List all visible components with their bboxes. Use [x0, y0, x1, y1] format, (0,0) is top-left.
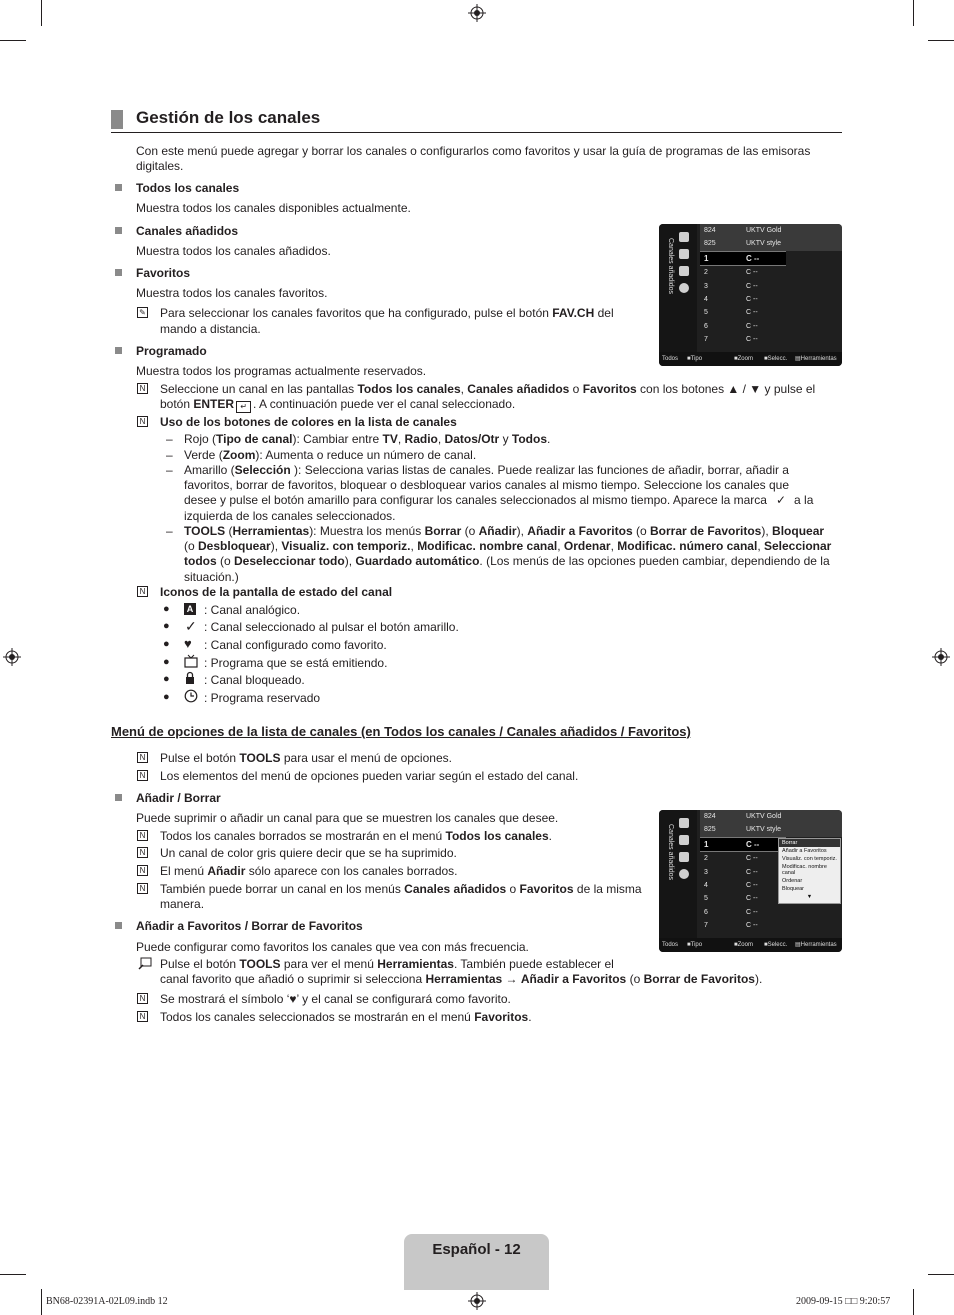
plus-icon — [679, 835, 689, 845]
screen-row: 4 C -- — [704, 295, 758, 303]
registration-mark-icon — [3, 648, 21, 666]
note-icon: N — [137, 586, 148, 597]
tv-icon — [184, 654, 198, 668]
heart-icon — [679, 852, 689, 862]
intro-text: Con este menú puede agregar y borrar los canales o configurarlos como favoritos y usar la guía de programas de las emisoras digitales. — [136, 144, 811, 173]
add-note-2: Un canal de color gris quiere decir que se ha suprimido. — [160, 846, 457, 860]
note-icon: N — [137, 883, 148, 894]
plus-icon — [679, 249, 689, 259]
title-bar — [111, 108, 842, 133]
icons-heading: Iconos de la pantalla de estado del canal — [160, 585, 393, 599]
section-text-todos: Muestra todos los canales disponibles actualmente. — [136, 201, 411, 215]
icon-desc-locked: : Canal bloqueado. — [204, 673, 305, 687]
tools-menu-item: Modificac. nombre canal — [782, 864, 827, 876]
tools-text-line4: situación.) — [184, 570, 239, 584]
dot-bullet: ● — [163, 673, 170, 685]
note-icon: N — [137, 752, 148, 763]
red-button-text: Rojo (Tipo de canal): Cambiar entre TV, Radio, Datos/Otr y Todos. — [184, 432, 551, 446]
screen-row: 5 C -- — [704, 309, 758, 317]
tools-menu-item: Ordenar — [782, 878, 803, 884]
square-bullet-icon — [115, 347, 122, 354]
favorites-tools-note-line2: canal favorito que añadió o suprimir si selecciona Herramientas → Añadir a Favoritos (o Borrar de Favoritos). — [160, 972, 763, 986]
add-delete-text: Puede suprimir o añadir un canal para que se muestren los canales que desee. — [136, 811, 559, 825]
screen-row: 3 C -- — [704, 868, 758, 876]
clock-icon — [679, 869, 689, 879]
options-note-2: Los elementos del menú de opciones pueden variar según el estado del canal. — [160, 769, 579, 783]
screen-row: 3 C -- — [704, 282, 758, 290]
square-bullet-icon — [115, 184, 122, 191]
square-bullet-icon — [115, 922, 122, 929]
screen-row: 824 UKTV Gold — [700, 224, 842, 237]
registration-mark-icon — [468, 4, 486, 22]
remote-note-icon: ✎ — [137, 307, 148, 318]
antenna-icon — [679, 232, 689, 242]
icon-desc-reserved: : Programa reservado — [204, 691, 321, 705]
checkmark-icon: ✓ — [775, 493, 787, 507]
colors-heading: Uso de los botones de colores en la lista de canales — [160, 415, 457, 429]
tools-text-line3: todos (o Deseleccionar todo), Guardado automático. (Los menús de las opciones pueden cambiar, dependiendo de la — [184, 554, 830, 568]
square-bullet-icon — [115, 269, 122, 276]
heart-icon: ♥ — [184, 636, 192, 651]
screen-sidebar — [659, 224, 697, 352]
yellow-button-text-line2: favoritos, borrar de favoritos, bloquear o desbloquear varios canales al mismo tiempo. Seleccione los canales que — [184, 478, 789, 492]
screen-row-highlighted: 1 C -- — [700, 251, 786, 266]
section-heading-anadidos: Canales añadidos — [136, 224, 239, 238]
screen-row: 6 C -- — [704, 908, 758, 916]
screen-side-label: Canales añadidos — [667, 824, 674, 881]
yellow-button-text: Amarillo (Selección ): Selecciona varias listas de canales. Puede realizar las funciones de añadir, borrar, añadir a — [184, 463, 789, 477]
crop-mark — [913, 0, 914, 26]
dot-bullet: ● — [163, 691, 170, 703]
heart-icon: ♥ — [289, 992, 297, 1006]
note-icon: N — [137, 830, 148, 841]
favorites-tools-note: Pulse el botón TOOLS para ver el menú Herramientas. También puede establecer el — [160, 957, 614, 971]
yellow-button-text-line3: desee y pulse el botón amarillo para configurar los canales seleccionados al mismo tiempo. Aparece la marca ✓ a la — [184, 493, 814, 507]
dash-bullet: – — [166, 463, 173, 477]
green-button-text: Verde (Zoom): Aumenta o reduce un número de canal. — [184, 448, 477, 462]
dash-bullet: – — [166, 432, 173, 446]
screen-sidebar — [659, 810, 697, 938]
crop-mark — [0, 40, 26, 41]
section-text-anadidos: Muestra todos los canales añadidos. — [136, 244, 331, 258]
channel-list-screen — [659, 224, 842, 366]
icon-desc-analog: : Canal analógico. — [204, 603, 301, 617]
note-icon: N — [137, 383, 148, 394]
favorites-heading: Añadir a Favoritos / Borrar de Favoritos — [136, 919, 363, 933]
chevron-down-icon: ▼ — [806, 894, 813, 900]
note-icon: N — [137, 865, 148, 876]
screen-row: 4 C -- — [704, 881, 758, 889]
clock-icon — [184, 689, 198, 703]
screen-footer: Todos ■ Tipo ■ Zoom ■ Selecc. ▤ Herramientas — [659, 938, 842, 952]
add-note-3: El menú Añadir sólo aparece con los canales borrados. — [160, 864, 458, 878]
add-note-4: También puede borrar un canal en los menús Canales añadidos o Favoritos de la misma — [160, 882, 642, 896]
tools-menu-item: Bloquear — [782, 886, 805, 892]
section-heading-programado: Programado — [136, 344, 207, 358]
antenna-icon — [679, 818, 689, 828]
screen-row: 5 C -- — [704, 895, 758, 903]
page-title: Gestión de los canales — [136, 108, 321, 127]
favoritos-note: Para seleccionar los canales favoritos que ha configurado, pulse el botón FAV.CH del — [160, 306, 614, 320]
icon-desc-airing: : Programa que se está emitiendo. — [204, 656, 388, 670]
note-icon: N — [137, 770, 148, 781]
registration-mark-icon — [932, 648, 950, 666]
select-note: Seleccione un canal en las pantallas Todos los canales, Canales añadidos o Favoritos con los botones ▲ / ▼ y pulse el — [160, 382, 816, 396]
enter-icon: ↵ — [236, 401, 251, 413]
note-icon: N — [137, 1011, 148, 1022]
options-note-1: Pulse el botón TOOLS para usar el menú de opciones. — [160, 751, 452, 765]
add-delete-heading: Añadir / Borrar — [136, 791, 221, 805]
icon-desc-favorite: : Canal configurado como favorito. — [204, 638, 387, 652]
dash-bullet: – — [166, 448, 173, 462]
title-tab-marker — [111, 110, 123, 129]
tools-menu-item: Visualiz. con temporiz. — [782, 856, 837, 862]
options-heading: Menú de opciones de la lista de canales (en Todos los canales / Canales añadidos / Favoritos) — [111, 724, 691, 739]
screen-row: 825 UKTV style — [700, 237, 842, 250]
crop-mark — [928, 1274, 954, 1275]
channel-list-screen-tools — [659, 810, 842, 952]
screen-row: 824 UKTV Gold — [700, 810, 842, 823]
lock-icon — [184, 671, 196, 685]
tools-menu-item: Borrar — [779, 839, 840, 847]
tools-menu-item: Añadir a Favoritos — [782, 848, 827, 854]
note-icon: N — [137, 847, 148, 858]
dot-bullet: ● — [163, 656, 170, 668]
heart-icon — [679, 266, 689, 276]
dot-bullet: ● — [163, 603, 170, 615]
screen-row: 7 C -- — [704, 922, 758, 930]
tools-icon — [138, 957, 152, 970]
clock-icon — [679, 283, 689, 293]
yellow-button-text-line4: izquierda de los canales seleccionados. — [184, 509, 396, 523]
square-bullet-icon — [115, 227, 122, 234]
favorites-note-1: Se mostrará el símbolo ‘♥’ y el canal se configurará como favorito. — [160, 992, 511, 1006]
screen-side-label: Canales añadidos — [667, 238, 674, 295]
screen-row: 2 C -- — [704, 269, 758, 277]
crop-mark — [41, 0, 42, 26]
select-note-line2: botón ENTER ↵ . A continuación puede ver el canal seleccionado. — [160, 397, 516, 411]
screen-channel-list — [700, 224, 842, 347]
file-info: BN68-02391A-02L09.indb 12 — [46, 1296, 168, 1307]
dot-bullet: ● — [163, 620, 170, 632]
tools-menu — [778, 838, 841, 904]
icon-desc-selected: : Canal seleccionado al pulsar el botón amarillo. — [204, 620, 459, 634]
note-icon: N — [137, 993, 148, 1004]
favorites-note-2: Todos los canales seleccionados se mostrarán en el menú Favoritos. — [160, 1010, 532, 1024]
screen-row-highlighted: 1 C -- — [700, 837, 786, 852]
dash-bullet: – — [166, 524, 173, 538]
screen-row: 7 C -- — [704, 336, 758, 344]
square-bullet-icon — [115, 794, 122, 801]
section-heading-favoritos: Favoritos — [136, 266, 191, 280]
crop-mark — [0, 1274, 26, 1275]
print-date: 2009-09-15 □□ 9:20:57 — [796, 1296, 891, 1307]
note-icon: N — [137, 416, 148, 427]
favoritos-note-line2: mando a distancia. — [160, 322, 261, 336]
screen-footer: Todos ■ Tipo ■ Zoom ■ Selecc. ▤ Herramientas — [659, 352, 842, 366]
crop-mark — [41, 1289, 42, 1315]
add-note-1: Todos los canales borrados se mostrarán en el menú Todos los canales. — [160, 829, 552, 843]
crop-mark — [913, 1289, 914, 1315]
tools-text: TOOLS (Herramientas): Muestra los menús Borrar (o Añadir), Añadir a Favoritos (o Borrar de Favoritos), Bloquear — [184, 524, 825, 538]
screen-row: 2 C -- — [704, 855, 758, 863]
favorites-text: Puede configurar como favoritos los canales que vea con más frecuencia. — [136, 940, 529, 954]
add-note-4-line2: manera. — [160, 897, 205, 911]
crop-mark — [928, 40, 954, 41]
screen-row: 825 UKTV style — [700, 823, 842, 836]
section-text-favoritos: Muestra todos los canales favoritos. — [136, 286, 328, 300]
tools-text-line2: (o Desbloquear), Visualiz. con temporiz., Modificac. nombre canal, Ordenar, Modificac. número canal, Seleccionar — [184, 539, 832, 553]
screen-row: 6 C -- — [704, 322, 758, 330]
analog-icon: A — [184, 603, 196, 615]
section-heading-todos: Todos los canales — [136, 181, 240, 195]
checkmark-icon: ✓ — [185, 618, 197, 634]
registration-mark-icon — [468, 1292, 486, 1310]
page-number-label: Español - 12 — [432, 1241, 521, 1258]
dot-bullet: ● — [163, 638, 170, 650]
section-text-programado: Muestra todos los programas actualmente reservados. — [136, 364, 427, 378]
